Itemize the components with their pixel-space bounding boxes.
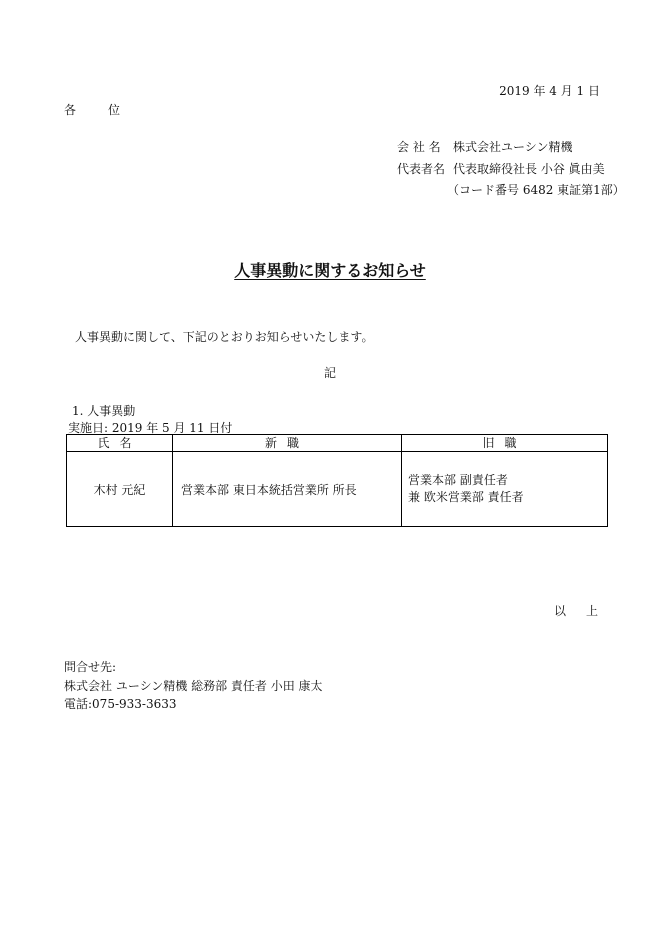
addressee-part-2: 位 (108, 103, 123, 117)
stock-code: （コード番号 6482 東証第1部） (447, 183, 625, 197)
document-title: 人事異動に関するお知らせ (234, 261, 426, 280)
addressee-part-1: 各 (64, 103, 79, 117)
contact-heading: 問合せ先: (64, 660, 117, 674)
company-name: 株式会社ユーシン精機 (453, 140, 573, 154)
contact-phone: 電話:075-933-3633 (64, 697, 177, 711)
representative-label: 代表者名 (397, 162, 446, 176)
header-old-position: 旧職 (402, 435, 608, 452)
document-date: 2019 年 4 月 1 日 (499, 84, 600, 98)
closing-part-1: 以 (553, 604, 566, 618)
closing-part-2: 上 (585, 604, 598, 618)
contact-person: 株式会社 ユーシン精機 総務部 責任者 小田 康太 (64, 679, 323, 693)
header-new-position: 新職 (173, 435, 402, 452)
representative-row (397, 160, 605, 177)
cell-old-position (402, 452, 608, 527)
company-name-label: 会 社 名 (397, 140, 441, 154)
header-name: 氏名 (67, 435, 173, 452)
representative-name: 代表取締役社長 小谷 眞由美 (453, 162, 605, 176)
cell-name: 木村 元紀 (67, 452, 173, 527)
intro-text: 人事異動に関して、下記のとおりお知らせいたします。 (75, 330, 374, 344)
personnel-table (66, 434, 608, 527)
table-header-row (67, 435, 608, 452)
table-row (67, 452, 608, 527)
ki-marker: 記 (323, 366, 336, 380)
old-position-line-1: 営業本部 副責任者 (408, 473, 508, 487)
old-position-line-2: 兼 欧米営業部 責任者 (408, 490, 524, 504)
closing-mark (554, 602, 598, 619)
effective-date: 実施日: 2019 年 5 月 11 日付 (68, 421, 233, 435)
company-name-row (397, 138, 572, 155)
addressee (64, 101, 122, 118)
section-heading: 1. 人事異動 (72, 404, 136, 418)
cell-new-position: 営業本部 東日本統括営業所 所長 (173, 452, 402, 527)
